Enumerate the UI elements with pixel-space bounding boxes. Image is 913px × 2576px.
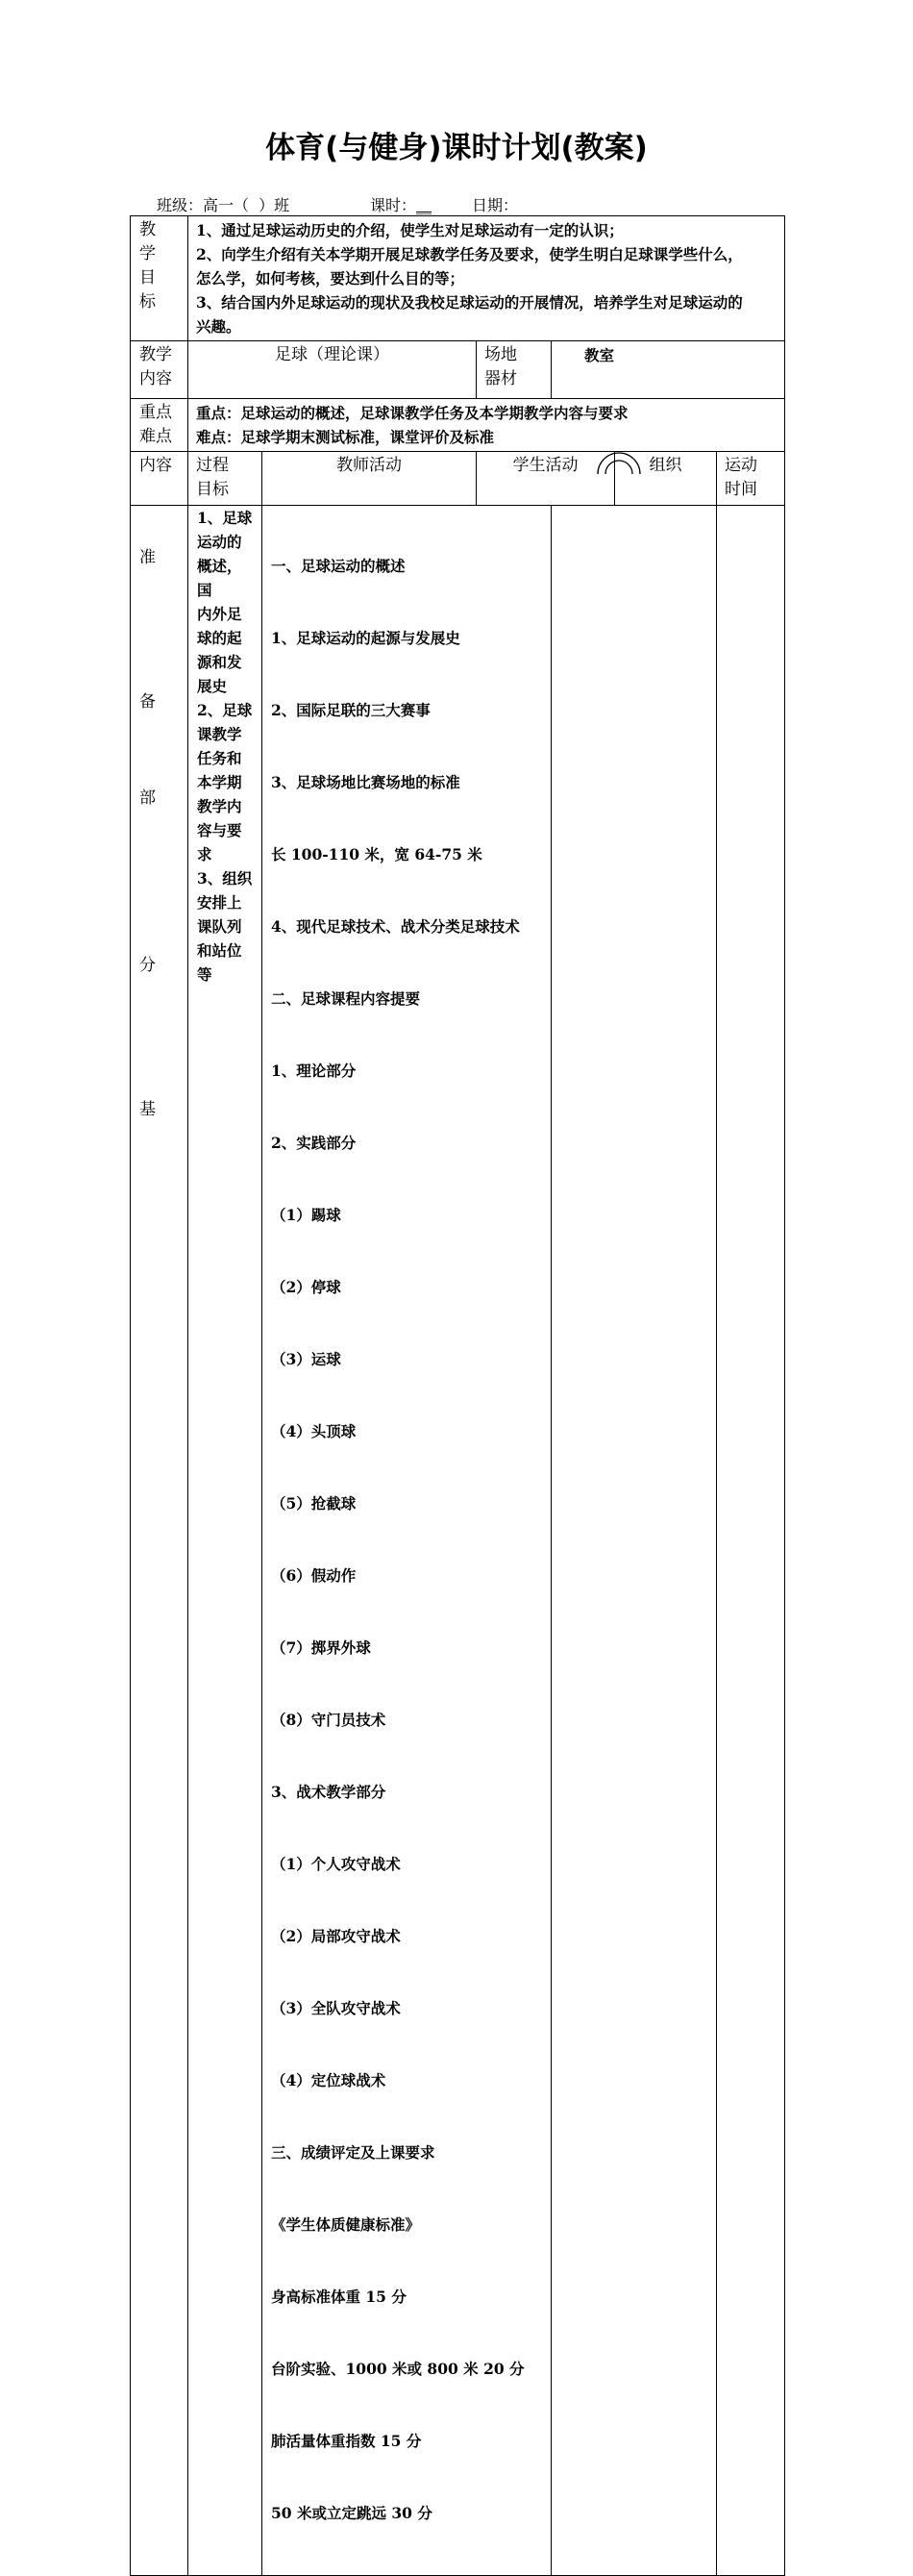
keypoints-row [131,399,785,452]
arc-diagram [596,450,642,475]
side-char-5: 基 [139,1100,156,1119]
goals-row [131,216,785,341]
side-char-4: 分 [139,956,156,975]
prep-side-label [131,506,188,2576]
header-meta [157,193,518,215]
period-value: __ [416,196,432,214]
date-label: 日期： [472,196,519,214]
side-char-1: 准 [139,548,156,567]
prep-row [131,506,785,2576]
header-content: 内容 [131,452,188,506]
header-teacher: 教师活动 [262,452,477,506]
period-label: 课时： [370,196,417,214]
class-label: 班级：高一（ ）班 [157,196,290,214]
side-char-2: 备 [139,692,156,712]
page-title: 体育(与健身)课时计划(教案) [265,131,648,165]
header-process: 过程 目标 [188,452,262,506]
keypoints-text: 重点：足球运动的概述，足球课教学任务及本学期教学内容与要求 难点：足球学期末测试标准，课堂评价及标准 [188,399,785,452]
venue-label: 场地 器材 [477,341,552,399]
side-char-3: 部 [139,788,156,808]
goals-label: 教 学 目 标 [131,216,188,341]
prep-time [717,506,785,2576]
content-row [131,341,785,399]
header-student: 学生活动 [477,452,615,506]
lesson-plan-table [130,215,785,2576]
content-value: 足球（理论课） [188,341,477,399]
prep-process: 1、足球 运动的 概述，国 内外足 球的起 源和发 展史 2、足球 课教学 任务和 本学期 教学内 容与要 求 3、组织 安排上 课队列 和站位 等 [188,506,262,2576]
goals-text: 1、通过足球运动历史的介绍，使学生对足球运动有一定的认识； 2、向学生介绍有关本学期开展足球教学任务及要求，使学生明白足球课学些什么， 怎么学，如何考核，要达到什么目的等； 3、结合国内外足球运动的现状及我校足球运动的开展情况，培养学生对足球运动的 兴趣。 [188,216,785,341]
keypoints-label: 重点 难点 [131,399,188,452]
header-time: 运动 时间 [717,452,785,506]
content-label: 教学 内容 [131,341,188,399]
prep-teacher-activity: 一、足球运动的概述 1、足球运动的起源与发展史 2、国际足联的三大赛事 3、足球场地比赛场地的标准 长 100-110 米，宽 64-75 米 4、现代足球技术、战术分类足球技术 二、足球课程内容提要 1、理论部分 2、实践部分 （1）踢球 （2）停球 （3）运球 （4）头顶球 （5）抢截球 （6）假动作 （7）掷界外球 （8）守门员技术 3、战术教学部分 （1）个人攻守战术 （2）局部攻守战术 （3）全队攻守战术 （4）定位球战术 三、成绩评定及上课要求 《学生体质健康标准》 身高标准体重 15 分 台阶实验、1000 米或 800 米 20 分 肺活量体重指数 15 分 50 米或立定跳远 30 分 [262,506,552,2576]
header-organization: 组织 [615,452,717,506]
venue-value: 教室 [552,341,785,399]
prep-student-activity [552,506,717,2576]
header-row [131,452,785,506]
